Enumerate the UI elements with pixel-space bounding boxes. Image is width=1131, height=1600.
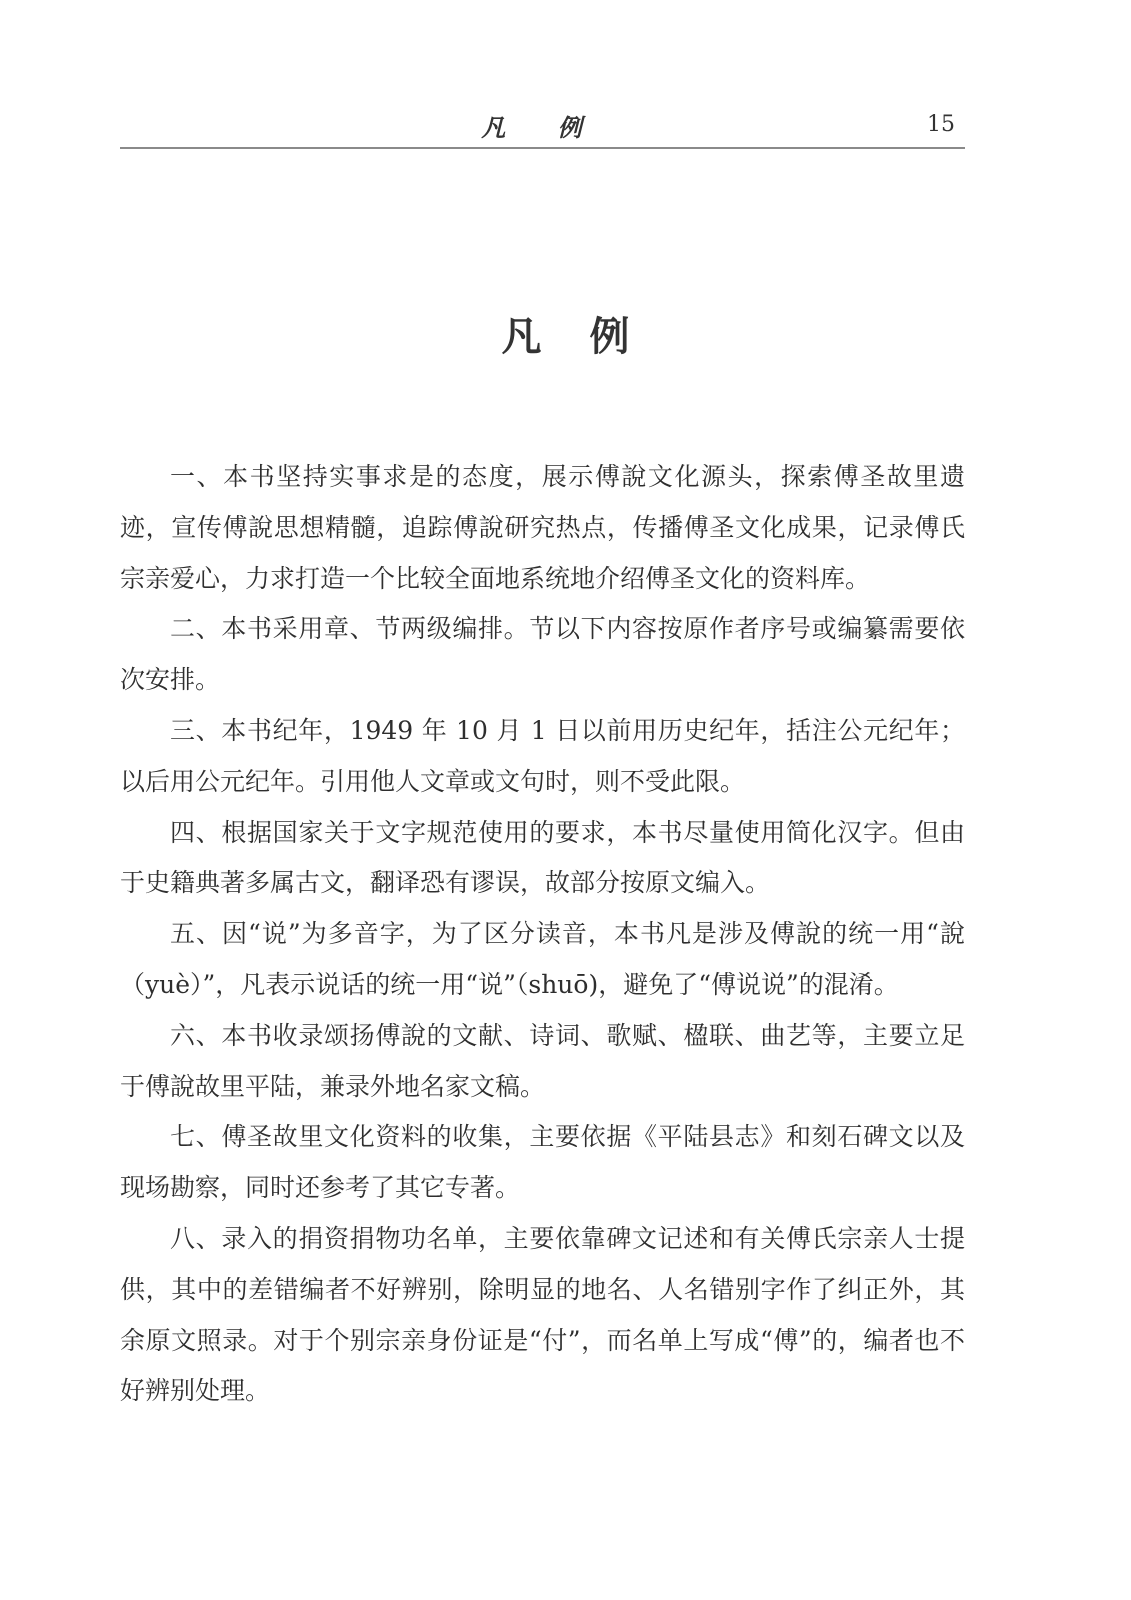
- body-text: [120, 452, 965, 1417]
- paragraph-4: 四、根据国家关于文字规范使用的要求，本书尽量使用简化汉字。但由于史籍典著多属古文，翻译恐有谬误，故部分按原文编入。: [120, 817, 965, 898]
- paragraph-1: 一、本书坚持实事求是的态度，展示傅說文化源头，探索傅圣故里遗迹，宣传傅說思想精髓，追踪傅說研究热点，传播傅圣文化成果，记录傅氏宗亲爱心，力求打造一个比较全面地系统地介绍傅圣文化的资料库。: [120, 462, 965, 593]
- running-header: [120, 102, 965, 150]
- paragraph-7: 七、傅圣故里文化资料的收集，主要依据《平陆县志》和刻石碑文以及现场勘察，同时还参考了其它专著。: [120, 1122, 965, 1203]
- page-number: 15: [927, 112, 955, 137]
- paragraph-8: 八、录入的捐资捐物功名单，主要依靠碑文记述和有关傅氏宗亲人士提供，其中的差错编者不好辨别，除明显的地名、人名错别字作了纠正外，其余原文照录。对于个别宗亲身份证是“付”，而名单上写成“傅”的，编者也不好辨别处理。: [120, 1223, 965, 1406]
- paragraph-5: 五、因“说”为多音字，为了区分读音，本书凡是涉及傅說的统一用“說（yuè）”，凡表示说话的统一用“说”（shuō)，避免了“傅说说”的混淆。: [120, 919, 965, 999]
- header-rule: [120, 147, 965, 149]
- paragraph-2: 二、本书采用章、节两级编排。节以下内容按原作者序号或编纂需要依次安排。: [120, 614, 965, 695]
- paragraph-6: 六、本书收录颂扬傅說的文献、诗词、歌赋、楹联、曲艺等，主要立足于傅說故里平陆，兼录外地名家文稿。: [120, 1020, 965, 1101]
- page-title: 凡例: [501, 313, 678, 360]
- paragraph-3: 三、本书纪年，1949 年 10 月 1 日以前用历史纪年，括注公元纪年；以后用公元纪年。引用他人文章或文句时，则不受此限。: [120, 715, 965, 796]
- running-title: 凡 例: [481, 113, 604, 142]
